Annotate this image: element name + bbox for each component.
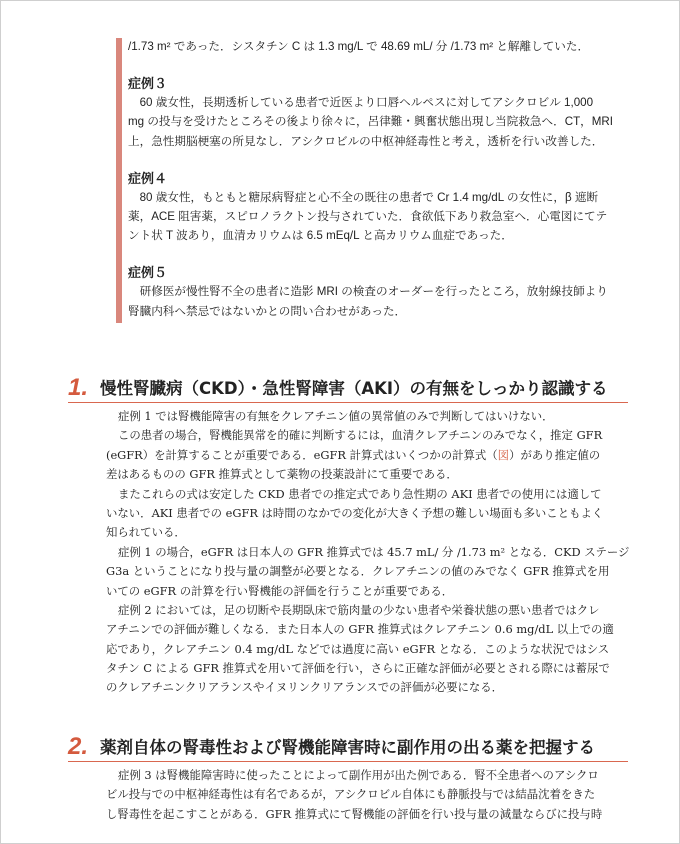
text-line: 研修医が慢性腎不全の患者に造影 MRI の検査のオーダーを行ったところ，放射線技師より (128, 285, 608, 299)
text: (eGFR）を計算することが重要である．eGFR 計算式はいくつかの計算式（ (106, 447, 498, 462)
text: 症例 3 は腎機能障害時に使ったことによって副作用が出た例である．腎不全患者へのアシクロ (118, 768, 599, 782)
text: いての eGFR の計算を行い腎機能の評価を行うことが重要である． (106, 583, 454, 598)
case-block (128, 169, 618, 246)
section-1-body (106, 407, 630, 698)
text-line: 80 歳女性，もともと糖尿病腎症と心不全の既往の患者で Cr 1.4 mg/dL の女性に，β 遮断 (128, 190, 599, 204)
paragraph-line (106, 504, 626, 523)
text: 応であり，クレアチニン 0.4 mg/dL などでは過度に高い eGFR となる．このような状況ではシス (106, 641, 610, 656)
text: ビル投与での中枢神経毒性は有名であるが，アシクロビル自体にも静脈投与では結晶沈着をきた (106, 787, 596, 802)
section-number: 1. (68, 374, 89, 401)
section-number: 2. (68, 733, 89, 760)
section-2-heading (68, 735, 628, 762)
paragraph-line (106, 805, 626, 824)
text: 知られている． (106, 525, 186, 540)
paragraph-line (106, 659, 626, 678)
text: またこれらの式は安定した CKD 患者での推定式であり急性期の AKI 患者での使用には適して (118, 486, 602, 501)
text: のクレアチニンクリアランスやイヌリンクリアランスでの評価が必要になる． (106, 680, 504, 695)
text: この患者の場合，腎機能異常を的確に判断するには，血清クレアチニンのみでなく，推定 GFR (118, 428, 603, 443)
paragraph-line (106, 766, 626, 785)
paragraph-line (106, 465, 626, 484)
text-line: ント状 T 波あり，血清カリウムは 6.5 mEq/L と高カリウム血症であった． (128, 229, 513, 243)
paragraph-line (106, 523, 626, 542)
case-box (128, 37, 618, 321)
section-1-heading (68, 376, 628, 403)
paragraph-line (106, 446, 626, 465)
text-line: 上，急性期脳梗塞の所見なし．アシクロビルの中枢神経毒性と考え，透析を行い改善した． (128, 134, 604, 148)
paragraph-line (106, 640, 626, 659)
text-line: mg の投与を受けたところその後より徐々に，呂律難・興奮状態出現し当院救急へ．CT，MRI (128, 115, 614, 129)
text: 差はあるものの GFR 推算式として薬物の投薬設計にて重要である． (106, 467, 458, 482)
case-block (128, 74, 618, 151)
case-title: 症例５ (128, 265, 168, 281)
paragraph-line (106, 678, 626, 697)
case-box-bar (116, 38, 122, 323)
section-2-body (106, 766, 626, 824)
case-block (128, 263, 618, 320)
section-title: 慢性腎臓病（CKD）・急性腎障害（AKI）の有無をしっかり認識する (100, 379, 608, 398)
figure-reference-link[interactable]: 図 (497, 447, 510, 462)
text: G3a ということになり投与量の調整が必要となる．クレアチニンの値のみでなく GFR 推算式を用 (106, 564, 610, 579)
text: し腎毒性を起こすことがある．GFR 推算式にて腎機能の評価を行い投与量の減量ならびに投与時 (106, 806, 603, 821)
paragraph-line (106, 562, 626, 581)
case-title: 症例３ (128, 76, 168, 92)
text-line: 腎臓内科へ禁忌ではないかとの問い合わせがあった． (128, 304, 407, 318)
text: 症例 1 では腎機能障害の有無をクレアチニン値の異常値のみで判断してはいけない． (118, 409, 554, 423)
text: 症例 1 の場合，eGFR は日本人の GFR 推算式では 45.7 mL/ 分 /1.73 m² となる．CKD ステージ (118, 544, 630, 559)
text: ）があり推定値の (509, 447, 601, 462)
text: アチニンでの評価が難しくなる．また日本人の GFR 推算式はクレアチニン 0.6 mg/dL 以上での適 (106, 622, 614, 637)
case-title: 症例４ (128, 170, 168, 186)
paragraph-line (106, 785, 626, 804)
paragraph-line (106, 407, 626, 426)
text: タチン C による GFR 推算式を用いて評価を行い，さらに正確な評価が必要とされる際には蓄尿で (106, 661, 610, 676)
text-line: 60 歳女性，長期透析している患者で近医より口唇ヘルペスに対してアシクロビル 1,000 (128, 96, 594, 110)
paragraph-line (106, 582, 626, 601)
paragraph-line (106, 543, 630, 562)
paragraph-line (106, 485, 626, 504)
text-line: 薬，ACE 阻害薬，スピロノラクトン投与されていた．食欲低下あり救急室へ．心電図にてテ (128, 209, 608, 223)
text: いない．AKI 患者での eGFR は時間のなかでの変化が大きく予想の難しい場面も多いこともよく (106, 505, 604, 520)
paragraph-line (106, 620, 626, 639)
text: 症例 2 においては，足の切断や長期臥床で筋肉量の少ない患者や栄養状態の悪い患者ではクレ (118, 602, 600, 617)
text-line: /1.73 m² であった．シスタチン C は 1.3 mg/L で 48.69 mL/ 分 /1.73 m² と解離していた． (128, 40, 590, 53)
section-title: 薬剤自体の腎毒性および腎機能障害時に副作用の出る薬を把握する (100, 738, 595, 757)
paragraph-line (106, 426, 626, 445)
paragraph-line (106, 601, 626, 620)
